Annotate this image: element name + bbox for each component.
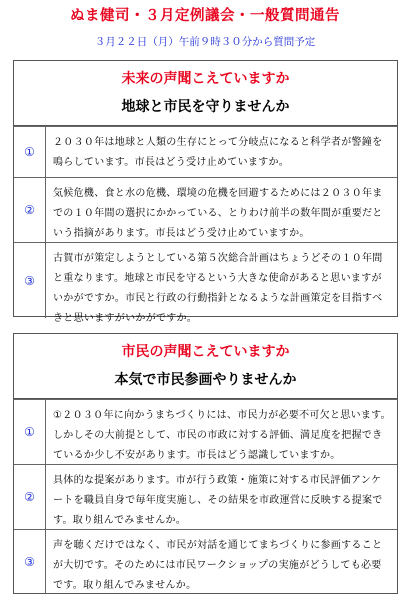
section-subheading: 本気で市民参画やりませんか: [114, 372, 297, 388]
question-row: [14, 399, 397, 464]
page-title: ぬま健司・３月定例議会・一般質問通告: [70, 8, 340, 24]
question-number: ①: [14, 400, 46, 464]
schedule-subtitle: ３月２２日（月）午前９時３０分から質問予定: [94, 36, 316, 48]
question-number: ③: [14, 530, 46, 594]
question-number: ③: [14, 243, 46, 318]
question-section-citizens: [13, 333, 398, 594]
question-number: ①: [14, 127, 46, 177]
question-row: [14, 464, 397, 529]
question-row: [14, 177, 397, 242]
question-row: [14, 242, 397, 324]
question-text: ２０３０年は地球と人類の生存にとって分岐点になると科学者が警鐘を鳴らしています。市長はどう受け止めていますか。: [53, 137, 383, 168]
section-header: [14, 334, 397, 399]
section-heading: 未来の声聞こえていますか: [121, 71, 290, 87]
question-text: 具体的な提案があります。市が行う政策・施策に対する市民評価アンケートを職員自身で毎年度実施し、その結果を市政運営に反映する提案です。取り組んでみませんか。: [53, 475, 383, 526]
question-row: [14, 126, 397, 177]
question-row: [14, 529, 397, 594]
question-text: 声を聴くだけではなく、市民が対話を通じてまちづくりに参画することが大切です。そのためには市民ワークショップの実施がどうしても必要です。取り組んでみませんか。: [53, 540, 383, 591]
question-number: ②: [14, 465, 46, 529]
question-section-future: [13, 60, 398, 324]
section-header: [14, 61, 397, 126]
section-heading: 市民の声聞こえていますか: [121, 344, 290, 360]
question-text: 古賀市が策定しようとしている第５次総合計画はちょうどその１０年間と重なります。地球と市民を守るという大きな使命があると思いますがいかがですか。市民と行政の行動指針となるような計画策定を目指すべきと思いますがいかがですか。: [53, 253, 383, 324]
section-subheading: 地球と市民を守りませんか: [121, 99, 290, 115]
question-text: 気候危機、食と水の危機、環境の危機を回避するためには２０３０年までの１０年間の選択にかかっている、とりわけ前半の数年間が重要だという指摘があります。市長はどう受け止めていますか。: [53, 188, 383, 239]
question-number: ②: [14, 178, 46, 242]
question-text: ①２０３０年に向かうまちづくりには、市民力が必要不可欠と思います。しかしその大前提として、市民の市政に対する評価、満足度を把握できているか少し不安があります。市長はどう認識していますか。: [53, 410, 391, 461]
